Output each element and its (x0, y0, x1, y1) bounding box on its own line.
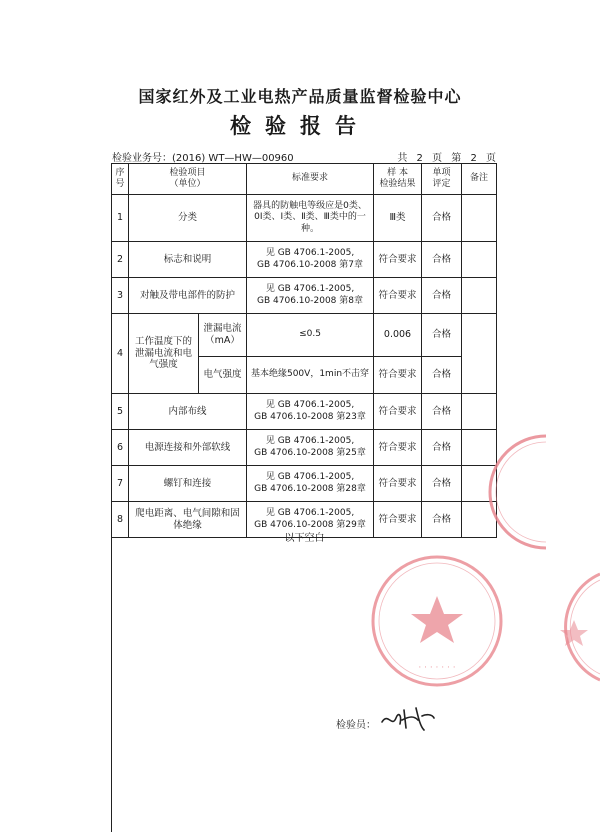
institution-name: 国家红外及工业电热产品质量监督检验中心 (138, 87, 462, 106)
table-row: 2 标志和说明 见 GB 4706.1-2005, GB 4706.10-2008 第7章 符合要求 合格 (112, 242, 497, 278)
inspector-label: 检验员： (336, 720, 376, 731)
table-row: 电气强度 基本绝缘500V，1min不击穿 符合要求 合格 (112, 357, 497, 394)
col-judgement: 单项 评定 (422, 164, 462, 195)
col-seq: 序号 (112, 164, 129, 195)
business-number-value: (2016) WT—HW—00960 (172, 153, 294, 164)
table-row: 8 爬电距离、电气间隙和固体绝缘 见 GB 4706.1-2005, GB 4706.10-2008 第29章 符合要求 合格 (112, 502, 497, 538)
meta-line (112, 149, 496, 163)
table-header-row (112, 164, 497, 195)
inspection-table (111, 163, 497, 538)
business-number-label: 检验业务号： (112, 153, 172, 164)
col-standard: 标准要求 (247, 164, 374, 195)
business-number (112, 149, 294, 164)
table-row: 6 电源连接和外部软线 见 GB 4706.1-2005, GB 4706.10-2008 第25章 符合要求 合格 (112, 430, 497, 466)
table-row: 7 螺钉和连接 见 GB 4706.1-2005, GB 4706.10-2008 第28章 符合要求 合格 (112, 466, 497, 502)
blank-note: 以下空白 (284, 533, 325, 544)
report-title: 检验报告 (230, 114, 370, 138)
edge-seal (484, 432, 546, 552)
inspector-signature (378, 702, 438, 736)
company-seal (368, 552, 506, 690)
table-row: 1 分类 器具的防触电等级应是0类、0Ⅰ类、Ⅰ类、Ⅱ类、Ⅲ类中的一种。 Ⅲ类 合格 (112, 195, 497, 242)
col-item: 检验项目 （单位） (129, 164, 247, 195)
page-info: 共 2 页 第 2 页 (397, 153, 496, 164)
table-row: 3 对触及带电部件的防护 见 GB 4706.1-2005, GB 4706.10-2008 第8章 符合要求 合格 (112, 278, 497, 314)
table-row: 4 工作温度下的泄漏电流和电气强度 泄漏电流（mA） ≤0.5 0.006 合格 (112, 314, 497, 357)
col-sample-result: 样 本 检验结果 (374, 164, 422, 195)
table-row: 5 内部布线 见 GB 4706.1-2005, GB 4706.10-2008 第23章 符合要求 合格 (112, 394, 497, 430)
partial-seal-right (512, 568, 600, 686)
col-remark: 备注 (462, 164, 497, 195)
svg-text:· · · · · · ·: · · · · · · · (418, 663, 456, 673)
